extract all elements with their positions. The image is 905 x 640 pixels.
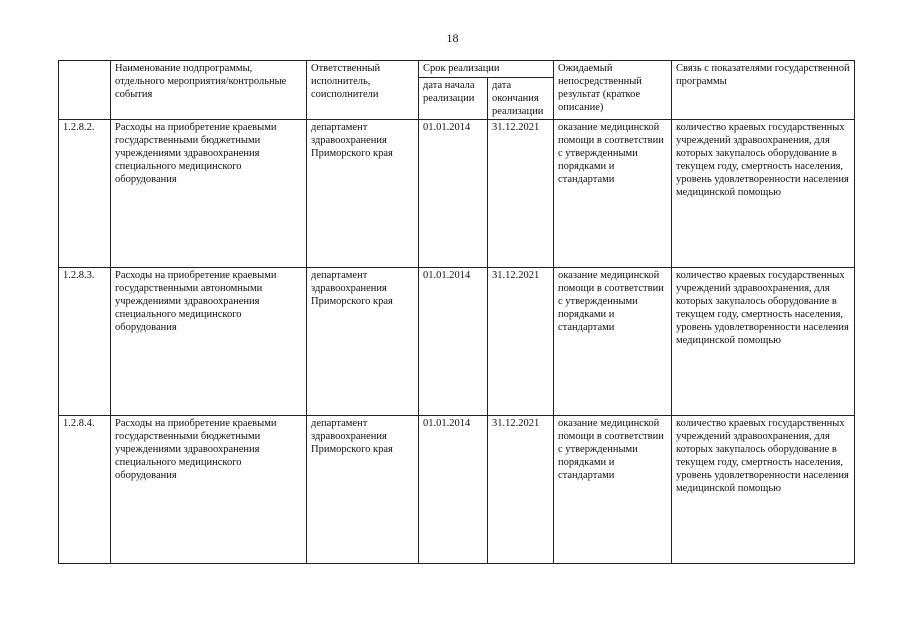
table-row [59,416,855,564]
row-num: 1.2.8.2. [59,120,111,268]
page-number: 18 [446,31,459,45]
header-period: Срок реализации [419,61,554,78]
row-name: Расходы на приобретение краевыми государственными бюджетными учреждениями здравоохранения специального медицинского оборудования [111,416,307,564]
header-executor: Ответственный исполнитель, соисполнители [307,61,419,120]
row-num: 1.2.8.3. [59,268,111,416]
row-name: Расходы на приобретение краевыми государственными бюджетными учреждениями здравоохранения специального медицинского оборудования [111,120,307,268]
row-result: оказание медицинской помощи в соответствии с утвержденными порядками и стандартами [554,268,672,416]
table-row [59,268,855,416]
table-row [59,120,855,268]
row-end: 31.12.2021 [488,120,554,268]
header-result: Ожидаемый непосредственный результат (краткое описание) [554,61,672,120]
header-num [59,61,111,120]
row-end: 31.12.2021 [488,416,554,564]
row-indicators: количество краевых государственных учреждений здравоохранения, для которых закупалось оборудование в текущем году, смертность населения, уровень удовлетворенности населения медицинской помощью [672,120,855,268]
row-num: 1.2.8.4. [59,416,111,564]
row-start: 01.01.2014 [419,416,488,564]
row-name: Расходы на приобретение краевыми государственными автономными учреждениями здравоохранения специального медицинского оборудования [111,268,307,416]
row-executor: департамент здравоохранения Приморского края [307,416,419,564]
header-end: дата окончания реализации [488,78,554,120]
row-start: 01.01.2014 [419,120,488,268]
row-result: оказание медицинской помощи в соответствии с утвержденными порядками и стандартами [554,120,672,268]
row-result: оказание медицинской помощи в соответствии с утвержденными порядками и стандартами [554,416,672,564]
table-header-row [59,61,855,78]
row-executor: департамент здравоохранения Приморского края [307,120,419,268]
header-start: дата начала реализации [419,78,488,120]
program-table [58,60,855,564]
row-indicators: количество краевых государственных учреждений здравоохранения, для которых закупалось оборудование в текущем году, смертность населения, уровень удовлетворенности населения медицинской помощью [672,268,855,416]
row-indicators: количество краевых государственных учреждений здравоохранения, для которых закупалось оборудование в текущем году, смертность населения, уровень удовлетворенности населения медицинской помощью [672,416,855,564]
header-name: Наименование подпрограммы, отдельного мероприятия/контрольные события [111,61,307,120]
header-indicators: Связь с показателями государственной программы [672,61,855,120]
row-executor: департамент здравоохранения Приморского края [307,268,419,416]
row-start: 01.01.2014 [419,268,488,416]
row-end: 31.12.2021 [488,268,554,416]
